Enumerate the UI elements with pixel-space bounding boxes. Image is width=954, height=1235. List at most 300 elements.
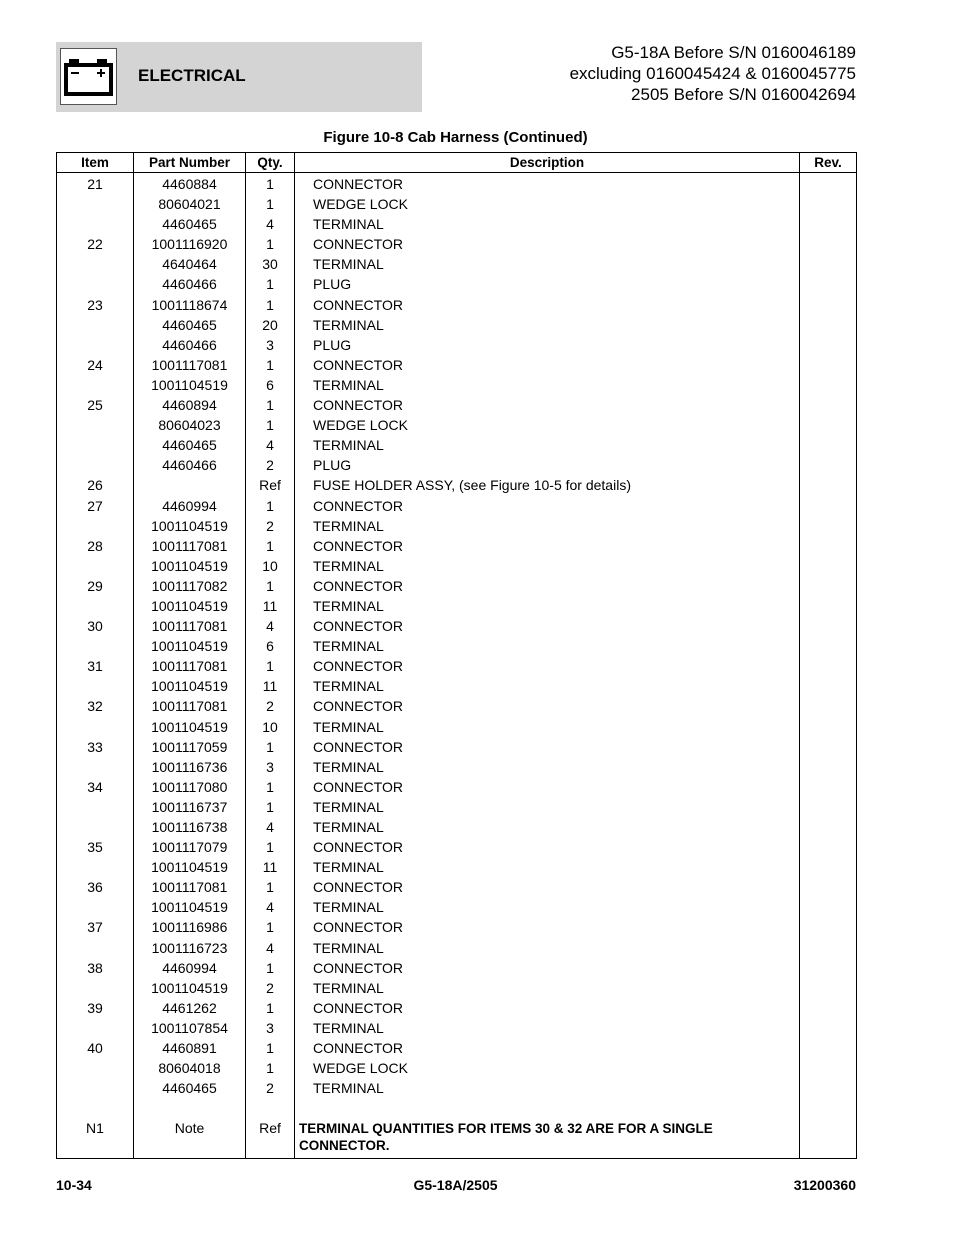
qty-cell: 1 — [246, 1000, 295, 1020]
part-number-cell: 1001104519 — [134, 859, 246, 879]
table-row — [57, 498, 857, 518]
part-number-cell: 4460884 — [134, 173, 246, 197]
part-number-cell: 1001116736 — [134, 759, 246, 779]
rev-cell — [800, 477, 857, 497]
item-cell — [57, 437, 134, 457]
description-cell: CONNECTOR — [295, 236, 800, 256]
rev-cell — [800, 297, 857, 317]
table-row — [57, 779, 857, 799]
item-cell — [57, 819, 134, 839]
description-cell: TERMINAL — [295, 598, 800, 618]
item-cell — [57, 678, 134, 698]
rev-cell — [800, 558, 857, 578]
table-row — [57, 578, 857, 598]
qty-cell: 1 — [246, 779, 295, 799]
spacer-cell — [246, 1100, 295, 1120]
table-row — [57, 759, 857, 779]
item-cell — [57, 598, 134, 618]
part-number-cell: 1001117081 — [134, 879, 246, 899]
note-row — [57, 1120, 857, 1159]
rev-cell — [800, 173, 857, 197]
table-row — [57, 658, 857, 678]
table-row — [57, 719, 857, 739]
model-line: excluding 0160045424 & 0160045775 — [569, 64, 856, 83]
part-number-cell: 1001117082 — [134, 578, 246, 598]
column-header-item: Item — [57, 153, 134, 173]
note-item-cell: N1 — [57, 1120, 134, 1159]
table-header-row — [57, 153, 857, 173]
item-cell — [57, 337, 134, 357]
rev-cell — [800, 638, 857, 658]
rev-cell — [800, 618, 857, 638]
part-number-cell: 1001104519 — [134, 719, 246, 739]
table-row — [57, 1020, 857, 1040]
part-number-cell: 4460994 — [134, 960, 246, 980]
rev-cell — [800, 839, 857, 859]
item-cell: 35 — [57, 839, 134, 859]
column-header-part-number: Part Number — [134, 153, 246, 173]
rev-cell — [800, 538, 857, 558]
rev-cell — [800, 919, 857, 939]
part-number-cell: 4460465 — [134, 216, 246, 236]
description-cell: CONNECTOR — [295, 578, 800, 598]
column-header-qty: Qty. — [246, 153, 295, 173]
qty-cell: 2 — [246, 1080, 295, 1100]
item-cell — [57, 256, 134, 276]
description-cell: TERMINAL — [295, 980, 800, 1000]
qty-cell: 20 — [246, 317, 295, 337]
item-cell: 34 — [57, 779, 134, 799]
description-cell: CONNECTOR — [295, 739, 800, 759]
part-number-cell: 1001117081 — [134, 698, 246, 718]
qty-cell: 2 — [246, 457, 295, 477]
description-cell: PLUG — [295, 457, 800, 477]
table-row — [57, 317, 857, 337]
item-cell: 26 — [57, 477, 134, 497]
description-cell: CONNECTOR — [295, 618, 800, 638]
rev-cell — [800, 578, 857, 598]
part-number-cell: 1001117080 — [134, 779, 246, 799]
footer-page-number: 10-34 — [56, 1177, 92, 1193]
description-cell: TERMINAL — [295, 216, 800, 236]
qty-cell: 4 — [246, 618, 295, 638]
description-cell: CONNECTOR — [295, 498, 800, 518]
qty-cell: 1 — [246, 799, 295, 819]
rev-cell — [800, 1000, 857, 1020]
part-number-cell: 4461262 — [134, 1000, 246, 1020]
table-row — [57, 598, 857, 618]
rev-cell — [800, 678, 857, 698]
rev-cell — [800, 899, 857, 919]
rev-cell — [800, 739, 857, 759]
description-cell: CONNECTOR — [295, 173, 800, 197]
item-cell — [57, 216, 134, 236]
description-cell: FUSE HOLDER ASSY, (see Figure 10-5 for details) — [295, 477, 800, 497]
rev-cell — [800, 357, 857, 377]
rev-cell — [800, 1080, 857, 1100]
table-row — [57, 980, 857, 1000]
description-cell: TERMINAL — [295, 437, 800, 457]
qty-cell: 3 — [246, 1020, 295, 1040]
part-number-cell: 4460465 — [134, 1080, 246, 1100]
item-cell — [57, 899, 134, 919]
qty-cell: 10 — [246, 719, 295, 739]
rev-cell — [800, 196, 857, 216]
item-cell: 40 — [57, 1040, 134, 1060]
qty-cell: 1 — [246, 879, 295, 899]
part-number-cell: 4460894 — [134, 397, 246, 417]
part-number-cell: 4460466 — [134, 457, 246, 477]
item-cell: 30 — [57, 618, 134, 638]
qty-cell: 6 — [246, 377, 295, 397]
rev-cell — [800, 397, 857, 417]
qty-cell: 4 — [246, 216, 295, 236]
table-row — [57, 819, 857, 839]
qty-cell: 10 — [246, 558, 295, 578]
rev-cell — [800, 1020, 857, 1040]
part-number-cell: 1001117079 — [134, 839, 246, 859]
description-cell: TERMINAL — [295, 678, 800, 698]
qty-cell: 2 — [246, 698, 295, 718]
qty-cell: 11 — [246, 598, 295, 618]
parts-table-body — [57, 173, 857, 1159]
table-row — [57, 276, 857, 296]
qty-cell: 1 — [246, 397, 295, 417]
item-cell — [57, 196, 134, 216]
item-cell: 39 — [57, 1000, 134, 1020]
item-cell — [57, 799, 134, 819]
table-row — [57, 357, 857, 377]
description-cell: TERMINAL — [295, 638, 800, 658]
rev-cell — [800, 276, 857, 296]
table-row — [57, 297, 857, 317]
qty-cell: 1 — [246, 196, 295, 216]
qty-cell: 4 — [246, 819, 295, 839]
table-row — [57, 799, 857, 819]
description-cell: TERMINAL — [295, 799, 800, 819]
table-row — [57, 899, 857, 919]
rev-cell — [800, 960, 857, 980]
item-cell — [57, 719, 134, 739]
description-cell: TERMINAL — [295, 859, 800, 879]
description-cell: TERMINAL — [295, 1020, 800, 1040]
part-number-cell: 4460466 — [134, 276, 246, 296]
table-row — [57, 1040, 857, 1060]
part-number-cell: 80604018 — [134, 1060, 246, 1080]
description-cell: CONNECTOR — [295, 397, 800, 417]
rev-cell — [800, 759, 857, 779]
description-cell: CONNECTOR — [295, 1000, 800, 1020]
rev-cell — [800, 598, 857, 618]
item-cell: 27 — [57, 498, 134, 518]
part-number-cell: 1001117059 — [134, 739, 246, 759]
table-row — [57, 1000, 857, 1020]
item-cell — [57, 1020, 134, 1040]
table-row — [57, 940, 857, 960]
table-row — [57, 457, 857, 477]
table-row — [57, 839, 857, 859]
footer-doc-number: 31200360 — [793, 1177, 856, 1193]
rev-cell — [800, 1060, 857, 1080]
part-number-cell: 1001117081 — [134, 658, 246, 678]
description-cell: CONNECTOR — [295, 658, 800, 678]
item-cell: 23 — [57, 297, 134, 317]
item-cell — [57, 317, 134, 337]
item-cell: 37 — [57, 919, 134, 939]
description-cell: CONNECTOR — [295, 698, 800, 718]
rev-cell — [800, 216, 857, 236]
rev-cell — [800, 799, 857, 819]
description-cell: CONNECTOR — [295, 1040, 800, 1060]
item-cell: 36 — [57, 879, 134, 899]
table-row — [57, 437, 857, 457]
part-number-cell: 1001104519 — [134, 678, 246, 698]
part-number-cell: 1001117081 — [134, 357, 246, 377]
table-row — [57, 960, 857, 980]
part-number-cell: 80604021 — [134, 196, 246, 216]
description-cell: TERMINAL — [295, 1080, 800, 1100]
qty-cell: 1 — [246, 919, 295, 939]
item-cell: 22 — [57, 236, 134, 256]
table-row — [57, 518, 857, 538]
qty-cell: 3 — [246, 337, 295, 357]
note-qty-cell: Ref — [246, 1120, 295, 1159]
rev-cell — [800, 256, 857, 276]
description-cell: TERMINAL — [295, 899, 800, 919]
rev-cell — [800, 317, 857, 337]
item-cell: 21 — [57, 173, 134, 197]
qty-cell: 1 — [246, 498, 295, 518]
spacer-cell — [800, 1100, 857, 1120]
table-row — [57, 477, 857, 497]
qty-cell: 4 — [246, 899, 295, 919]
table-row — [57, 859, 857, 879]
column-header-description: Description — [295, 153, 800, 173]
table-row — [57, 337, 857, 357]
qty-cell: 2 — [246, 980, 295, 1000]
qty-cell: 1 — [246, 357, 295, 377]
table-row — [57, 558, 857, 578]
part-number-cell: 1001116920 — [134, 236, 246, 256]
item-cell: 33 — [57, 739, 134, 759]
spacer-cell — [295, 1100, 800, 1120]
item-cell — [57, 759, 134, 779]
description-cell: WEDGE LOCK — [295, 196, 800, 216]
part-number-cell: 1001116738 — [134, 819, 246, 839]
rev-cell — [800, 980, 857, 1000]
qty-cell: 1 — [246, 417, 295, 437]
rev-cell — [800, 719, 857, 739]
qty-cell: 1 — [246, 658, 295, 678]
item-cell: 32 — [57, 698, 134, 718]
part-number-cell: 1001104519 — [134, 377, 246, 397]
item-cell — [57, 417, 134, 437]
battery-icon — [60, 48, 117, 105]
section-title: ELECTRICAL — [138, 66, 246, 85]
description-cell: WEDGE LOCK — [295, 417, 800, 437]
table-row — [57, 739, 857, 759]
qty-cell: 1 — [246, 1060, 295, 1080]
description-cell: PLUG — [295, 337, 800, 357]
part-number-cell: 1001107854 — [134, 1020, 246, 1040]
table-row — [57, 618, 857, 638]
part-number-cell: 1001118674 — [134, 297, 246, 317]
rev-cell — [800, 940, 857, 960]
table-row — [57, 638, 857, 658]
spacer-cell — [134, 1100, 246, 1120]
rev-cell — [800, 498, 857, 518]
description-cell: CONNECTOR — [295, 839, 800, 859]
description-cell: CONNECTOR — [295, 919, 800, 939]
description-cell: TERMINAL — [295, 719, 800, 739]
qty-cell: 3 — [246, 759, 295, 779]
description-cell: WEDGE LOCK — [295, 1060, 800, 1080]
note-part-cell: Note — [134, 1120, 246, 1159]
qty-cell: 1 — [246, 276, 295, 296]
qty-cell: 1 — [246, 839, 295, 859]
part-number-cell: 4640464 — [134, 256, 246, 276]
part-number-cell: 4460465 — [134, 317, 246, 337]
qty-cell: 1 — [246, 578, 295, 598]
description-cell: CONNECTOR — [295, 960, 800, 980]
rev-cell — [800, 658, 857, 678]
description-cell: TERMINAL — [295, 317, 800, 337]
description-cell: TERMINAL — [295, 518, 800, 538]
rev-cell — [800, 377, 857, 397]
description-cell: TERMINAL — [295, 256, 800, 276]
description-cell: TERMINAL — [295, 759, 800, 779]
figure-title: Figure 10-8 Cab Harness (Continued) — [323, 129, 588, 146]
item-cell — [57, 558, 134, 578]
part-number-cell: 80604023 — [134, 417, 246, 437]
qty-cell: 2 — [246, 518, 295, 538]
part-number-cell: 1001104519 — [134, 598, 246, 618]
qty-cell: 1 — [246, 739, 295, 759]
model-line: G5-18A Before S/N 0160046189 — [611, 43, 856, 62]
rev-cell — [800, 437, 857, 457]
part-number-cell: 1001116986 — [134, 919, 246, 939]
qty-cell: 11 — [246, 678, 295, 698]
qty-cell: Ref — [246, 477, 295, 497]
description-cell: PLUG — [295, 276, 800, 296]
part-number-cell: 1001117081 — [134, 618, 246, 638]
item-cell — [57, 1060, 134, 1080]
description-cell: CONNECTOR — [295, 297, 800, 317]
description-cell: CONNECTOR — [295, 779, 800, 799]
description-cell: TERMINAL — [295, 819, 800, 839]
item-cell — [57, 377, 134, 397]
parts-table — [56, 152, 857, 1159]
qty-cell: 11 — [246, 859, 295, 879]
part-number-cell: 1001104519 — [134, 518, 246, 538]
note-rev-cell — [800, 1120, 857, 1159]
description-cell: CONNECTOR — [295, 538, 800, 558]
item-cell — [57, 518, 134, 538]
item-cell: 38 — [57, 960, 134, 980]
spacer-row — [57, 1100, 857, 1120]
model-line: 2505 Before S/N 0160042694 — [631, 85, 856, 104]
table-row — [57, 216, 857, 236]
item-cell — [57, 457, 134, 477]
qty-cell: 1 — [246, 538, 295, 558]
rev-cell — [800, 779, 857, 799]
table-row — [57, 196, 857, 216]
part-number-cell: 1001104519 — [134, 558, 246, 578]
qty-cell: 1 — [246, 297, 295, 317]
item-cell — [57, 276, 134, 296]
table-row — [57, 397, 857, 417]
qty-cell: 4 — [246, 437, 295, 457]
table-row — [57, 173, 857, 197]
rev-cell — [800, 236, 857, 256]
rev-cell — [800, 518, 857, 538]
table-row — [57, 1060, 857, 1080]
item-cell: 25 — [57, 397, 134, 417]
item-cell — [57, 859, 134, 879]
table-row — [57, 698, 857, 718]
qty-cell: 1 — [246, 1040, 295, 1060]
footer-model: G5-18A/2505 — [413, 1177, 498, 1193]
part-number-cell: 4460891 — [134, 1040, 246, 1060]
rev-cell — [800, 698, 857, 718]
qty-cell: 4 — [246, 940, 295, 960]
qty-cell: 1 — [246, 236, 295, 256]
item-cell: 28 — [57, 538, 134, 558]
rev-cell — [800, 879, 857, 899]
table-row — [57, 1080, 857, 1100]
table-row — [57, 256, 857, 276]
item-cell — [57, 940, 134, 960]
description-cell: CONNECTOR — [295, 879, 800, 899]
part-number-cell: 1001116737 — [134, 799, 246, 819]
table-row — [57, 377, 857, 397]
description-cell: TERMINAL — [295, 377, 800, 397]
part-number-cell — [134, 477, 246, 497]
rev-cell — [800, 457, 857, 477]
description-cell: TERMINAL — [295, 940, 800, 960]
item-cell — [57, 980, 134, 1000]
table-row — [57, 919, 857, 939]
item-cell: 29 — [57, 578, 134, 598]
spacer-cell — [57, 1100, 134, 1120]
section-header — [56, 42, 422, 112]
description-cell: TERMINAL — [295, 558, 800, 578]
qty-cell: 30 — [246, 256, 295, 276]
part-number-cell: 1001104519 — [134, 980, 246, 1000]
table-row — [57, 678, 857, 698]
rev-cell — [800, 819, 857, 839]
item-cell — [57, 638, 134, 658]
part-number-cell: 4460994 — [134, 498, 246, 518]
note-description-cell: TERMINAL QUANTITIES FOR ITEMS 30 & 32 ARE FOR A SINGLE CONNECTOR. — [295, 1120, 800, 1159]
table-row — [57, 236, 857, 256]
part-number-cell: 4460466 — [134, 337, 246, 357]
table-row — [57, 538, 857, 558]
rev-cell — [800, 337, 857, 357]
part-number-cell: 4460465 — [134, 437, 246, 457]
table-row — [57, 879, 857, 899]
table-row — [57, 417, 857, 437]
model-info — [570, 42, 856, 105]
rev-cell — [800, 417, 857, 437]
item-cell: 24 — [57, 357, 134, 377]
item-cell: 31 — [57, 658, 134, 678]
part-number-cell: 1001104519 — [134, 899, 246, 919]
qty-cell: 6 — [246, 638, 295, 658]
part-number-cell: 1001117081 — [134, 538, 246, 558]
qty-cell: 1 — [246, 173, 295, 197]
part-number-cell: 1001116723 — [134, 940, 246, 960]
